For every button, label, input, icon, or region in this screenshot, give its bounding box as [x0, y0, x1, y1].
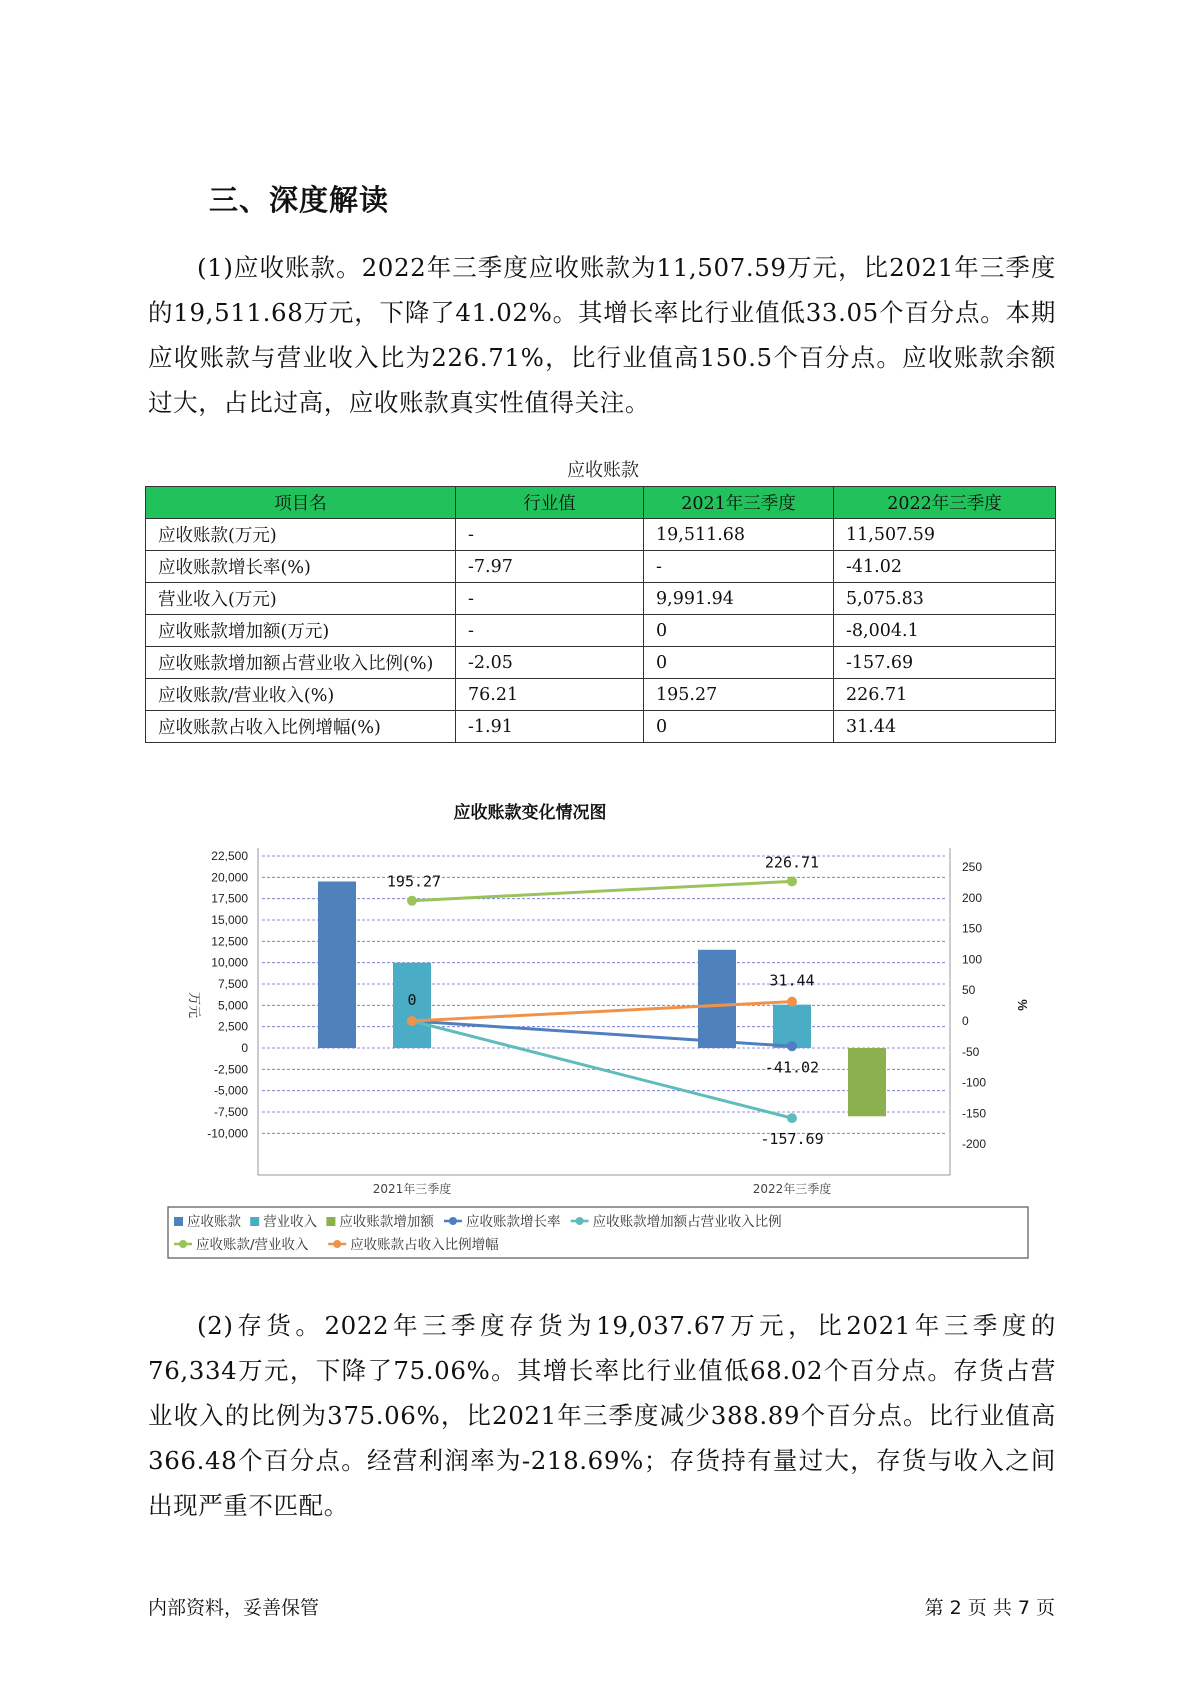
y-tick-label: 0 [241, 1041, 248, 1055]
table-cell: 0 [644, 711, 834, 743]
legend-label: 应收账款增长率 [466, 1214, 561, 1230]
table-row [146, 583, 1056, 615]
legend-label: 应收账款 [187, 1214, 241, 1230]
chart-svg [160, 800, 1060, 1260]
table-cell: - [644, 551, 834, 583]
table-cell: -2.05 [456, 647, 644, 679]
y-tick-label: 5,000 [217, 998, 248, 1013]
table-cell: 营业收入(万元) [146, 583, 456, 615]
header-cell: 2021年三季度 [644, 487, 834, 519]
table-cell: 应收账款占收入比例增幅(%) [146, 711, 456, 743]
y-tick-label: -2,500 [213, 1062, 248, 1077]
legend-marker [179, 1240, 187, 1248]
table-row [146, 615, 1056, 647]
legend-label: 营业收入 [263, 1214, 318, 1230]
table-cell: 5,075.83 [834, 583, 1056, 615]
receivables-paragraph [148, 245, 1056, 425]
table-cell: 0 [644, 647, 834, 679]
table-cell: -157.69 [834, 647, 1056, 679]
y2-tick-label: 50 [962, 983, 976, 998]
legend-label: 应收账款增加额 [339, 1214, 434, 1230]
table-cell: 195.27 [644, 679, 834, 711]
table-cell: - [456, 519, 644, 551]
legend-swatch [326, 1217, 335, 1226]
bar-0-1 [698, 950, 736, 1048]
y2-tick-label: 0 [962, 1014, 969, 1028]
receivables-table [145, 486, 1056, 743]
data-label: 226.71 [764, 853, 820, 872]
bar-0-0 [318, 882, 356, 1048]
bar-2-1 [848, 1048, 886, 1116]
legend-marker [333, 1240, 341, 1248]
line-point-1-1 [787, 1113, 797, 1123]
line-point-2-0 [407, 896, 417, 906]
data-label: 195.27 [386, 872, 442, 891]
table-cell: -41.02 [834, 551, 1056, 583]
footer-confidential: 内部资料，妥善保管 [148, 1597, 320, 1619]
y2-tick-label: -150 [962, 1106, 987, 1121]
table-cell: 应收账款增长率(%) [146, 551, 456, 583]
table-cell: -7.97 [456, 551, 644, 583]
table-cell: -1.91 [456, 711, 644, 743]
line-point-2-1 [787, 876, 797, 886]
data-label: -41.02 [764, 1058, 820, 1077]
y-tick-label: 7,500 [217, 977, 248, 991]
legend-marker [449, 1217, 457, 1225]
y2-tick-label: -50 [962, 1044, 980, 1059]
line-point-3-1 [787, 997, 797, 1007]
data-label: 31.44 [769, 971, 815, 990]
legend-swatch [174, 1217, 183, 1226]
x-tick-label: 2022年三季度 [752, 1182, 832, 1196]
table-cell: 应收账款增加额(万元) [146, 615, 456, 647]
header-cell: 项目名 [146, 487, 456, 519]
table-cell: 76.21 [456, 679, 644, 711]
y-tick-label: 20,000 [211, 870, 248, 885]
legend-swatch [250, 1217, 259, 1226]
table-cell: - [456, 615, 644, 647]
y-tick-label: 17,500 [211, 891, 248, 906]
header-cell: 2022年三季度 [834, 487, 1056, 519]
receivables-paragraph-text: (1)应收账款。2022年三季度应收账款为11,507.59万元，比2021年三季度的19,511.68万元，下降了41.02%。其增长率比行业值低33.05个百分点。本期应收账款与营业收入比为226.71%，比行业值高150.5个百分点。应收账款余额过大，占比过高，应收账款真实性值得关注。 [148, 253, 1056, 417]
table-row [146, 679, 1056, 711]
line-point-0-1 [787, 1041, 797, 1051]
y-tick-label: 2,500 [217, 1019, 248, 1034]
y2-tick-label: -200 [962, 1137, 987, 1152]
table-cell: 9,991.94 [644, 583, 834, 615]
y-tick-label: 10,000 [211, 955, 248, 970]
x-tick-label: 2021年三季度 [372, 1182, 452, 1196]
y2-tick-label: 100 [962, 952, 983, 967]
inventory-paragraph-text: (2)存货。2022年三季度存货为19,037.67万元，比2021年三季度的76,334万元，下降了75.06%。其增长率比行业值低68.02个百分点。存货占营业收入的比例为375.06%，比2021年三季度减少388.89个百分点。比行业值高366.48个百分点。经营利润率为-218.69%；存货持有量过大，存货与收入之间出现严重不匹配。 [148, 1311, 1056, 1520]
table-cell: - [456, 583, 644, 615]
y-tick-label: -10,000 [207, 1126, 248, 1141]
footer-page-number: 第 2 页 共 7 页 [924, 1597, 1055, 1619]
legend-label: 应收账款占收入比例增幅 [350, 1237, 499, 1253]
table-cell: 226.71 [834, 679, 1056, 711]
y2-tick-label: 250 [962, 860, 983, 874]
y2-axis-title: % [1015, 999, 1030, 1011]
line-point-3-0 [407, 1016, 417, 1026]
table-cell: 应收账款/营业收入(%) [146, 679, 456, 711]
chart-title: 应收账款变化情况图 [453, 803, 607, 823]
table-header-row [146, 487, 1056, 519]
data-label: 0 [407, 991, 417, 1009]
legend-label: 应收账款/营业收入 [196, 1237, 309, 1253]
receivables-chart [160, 800, 1060, 1260]
line-series-2 [412, 881, 792, 900]
table-cell: -8,004.1 [834, 615, 1056, 647]
table-row [146, 711, 1056, 743]
table-row [146, 551, 1056, 583]
table-cell: 31.44 [834, 711, 1056, 743]
y2-tick-label: 150 [962, 921, 983, 936]
table-row [146, 519, 1056, 551]
legend-marker [576, 1217, 584, 1225]
table-cell: 19,511.68 [644, 519, 834, 551]
table-cell: 0 [644, 615, 834, 647]
section-heading: 三、深度解读 [209, 183, 390, 217]
y-tick-label: -5,000 [213, 1083, 248, 1098]
y-tick-label: 15,000 [211, 913, 248, 927]
y2-tick-label: -100 [962, 1075, 987, 1090]
y2-tick-label: 200 [962, 890, 983, 905]
y-tick-label: 12,500 [211, 934, 248, 949]
y-axis-title: 万元 [186, 991, 201, 1019]
table-caption: 应收账款 [567, 460, 639, 481]
table-cell: 11,507.59 [834, 519, 1056, 551]
y-tick-label: 22,500 [211, 849, 248, 863]
inventory-paragraph [148, 1303, 1056, 1528]
legend-label: 应收账款增加额占营业收入比例 [592, 1214, 782, 1230]
data-label: -157.69 [760, 1130, 824, 1149]
table-cell: 应收账款增加额占营业收入比例(%) [146, 647, 456, 679]
table-cell: 应收账款(万元) [146, 519, 456, 551]
table-row [146, 647, 1056, 679]
y-tick-label: -7,500 [213, 1105, 248, 1119]
header-cell: 行业值 [456, 487, 644, 519]
